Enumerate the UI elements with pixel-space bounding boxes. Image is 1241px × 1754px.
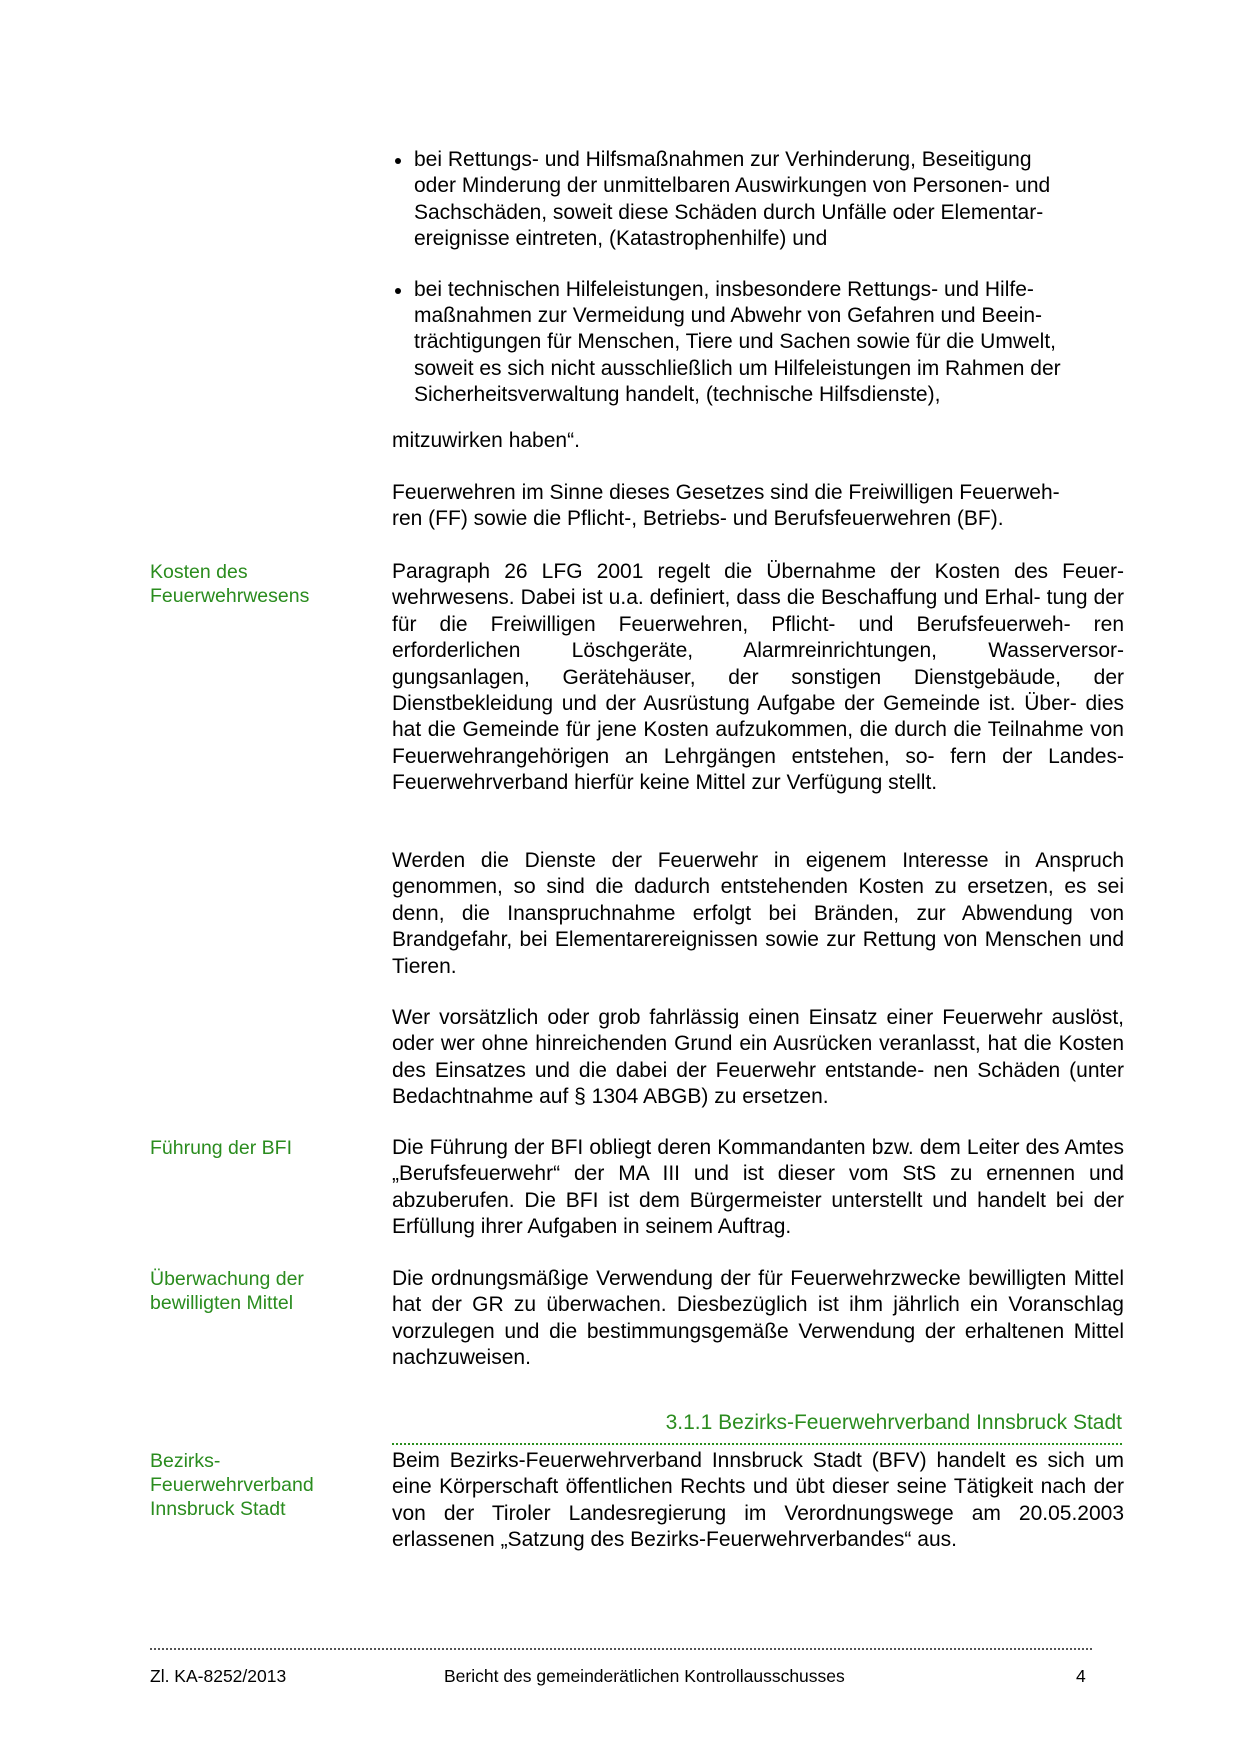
text-line: auslöst, oder wer ohne hinreichenden Grund ein Ausrücken veranlasst,	[392, 1006, 1124, 1056]
text-line: ren erforderlichen Löschgeräte, Alarmreinrichtungen, Wasserversor-	[392, 612, 1124, 663]
text-line: Mittel hat der GR zu überwachen. Diesbezüglich ist ihm jährlich ein	[392, 1267, 1125, 1317]
text-line: um eine Körperschaft öffentlichen Rechts und übt dieser seine Tätigkeit	[392, 1449, 1124, 1499]
text-line: Die Führung der BFI obliegt deren Kommandanten bzw. dem Leiter des	[392, 1136, 1060, 1159]
text-line: ereignisse eintreten, (Katastrophenhilfe) und	[414, 227, 828, 251]
margin-label-line: Überwachung der	[150, 1268, 304, 1290]
text-line: Wer vorsätzlich oder grob fahrlässig einen Einsatz einer Feuerwehr	[392, 1006, 1043, 1029]
text-line: bei Rettungs- und Hilfsmaßnahmen zur Verhinderung, Beseitigung	[414, 148, 1032, 171]
footer-reference: Zl. KA-8252/2013	[150, 1666, 287, 1686]
text-line: ren (FF) sowie die Pflicht-, Betriebs- und Berufsfeuerwehren (BF).	[392, 507, 1004, 531]
text-line: Sachschäden, soweit diese Schäden durch Unfälle oder Elementar-	[414, 200, 1044, 224]
text-line: 20.05.2003 erlassenen „Satzung des Bezirks-Feuerwehrverbandes“	[392, 1501, 1124, 1552]
paragraph-kosten-3	[392, 1005, 1124, 1111]
text-line: Dienstbekleidung und der Ausrüstung Aufgabe der Gemeinde ist. Über-	[392, 692, 1077, 716]
text-line: nach der von der Tiroler Landesregierung im Verordnungswege am	[392, 1475, 1124, 1525]
margin-label-line: Kosten des	[150, 561, 248, 583]
text-line: Sicherheitsverwaltung handelt, (technische Hilfsdienste),	[414, 383, 941, 407]
text-line: Amtes „Berufsfeuerwehr“ der MA III und ist dieser vom StS zu ernennen	[392, 1136, 1124, 1186]
text-line: bei technischen Hilfeleistungen, insbesondere Rettungs- und Hilfe-	[414, 277, 1034, 301]
text-line: erhaltenen Mittel nachzuweisen.	[392, 1319, 1124, 1370]
text-line: Beim Bezirks-Feuerwehrverband Innsbruck Stadt (BFV) handelt es sich	[392, 1449, 1085, 1472]
text-line: von Brandgefahr, bei Elementarereignissen sowie zur Rettung von	[392, 901, 1125, 952]
margin-label-line: Bezirks-	[150, 1450, 221, 1472]
text-line: Werden die Dienste der Feuerwehr in eigenem Interesse in Anspruch	[392, 849, 1124, 872]
margin-label-ueberwachung	[150, 1267, 380, 1315]
text-line: soweit es sich nicht ausschließlich um Hilfeleistungen im Rahmen der	[414, 356, 1061, 380]
margin-label-line: Innsbruck Stadt	[150, 1498, 286, 1521]
margin-label-line: Feuerwehrverband	[150, 1474, 314, 1497]
bullet-list	[392, 147, 1124, 409]
text-line: Teilnahme von Feuerwehrangehörigen an Lehrgängen entstehen, so-	[392, 718, 1124, 768]
text-line: stellt.	[888, 771, 938, 795]
text-line: Menschen und Tieren.	[392, 928, 1125, 978]
text-line: genommen, so sind die dadurch entstehenden Kosten zu ersetzen, es	[392, 875, 1087, 899]
paragraph-kosten-1	[392, 559, 1124, 797]
section-heading	[392, 1409, 1122, 1445]
text-line: Feuerwehren im Sinne dieses Gesetzes sind die Freiwilligen Feuerweh-	[392, 481, 1060, 504]
text-line: sei denn, die Inanspruchnahme erfolgt bei Bränden, zur Abwendung	[392, 875, 1124, 925]
text-line: oder Minderung der unmittelbaren Auswirkungen von Personen- und	[414, 174, 1051, 198]
closing-line	[392, 428, 1124, 454]
margin-label-kosten	[150, 560, 380, 608]
paragraph-ueberwachung	[392, 1266, 1124, 1372]
margin-label-line: bewilligten Mittel	[150, 1292, 294, 1315]
margin-label-fuehrung	[150, 1136, 380, 1160]
section-heading-text: 3.1.1 Bezirks-Feuerwehrverband Innsbruck Stadt	[665, 1411, 1122, 1434]
margin-label-bezirk	[150, 1449, 380, 1522]
paragraph-bezirk	[392, 1448, 1124, 1554]
text-line: maßnahmen zur Vermeidung und Abwehr von Gefahren und Beein-	[414, 304, 1043, 328]
paragraph-kosten-2	[392, 848, 1124, 980]
text-line: nen Schäden (unter Bedachtnahme auf § 1304 ABGB) zu ersetzen.	[392, 1058, 1125, 1109]
text-line: Voranschlag vorzulegen und die bestimmungsgemäße Verwendung der	[392, 1293, 1124, 1343]
margin-label-line: Feuerwehrwesens	[150, 585, 310, 608]
text-line: und abzuberufen. Die BFI ist dem Bürgermeister unterstellt und handelt	[392, 1162, 1124, 1212]
text-line: aus.	[917, 1528, 957, 1552]
definition-paragraph	[392, 480, 1124, 533]
footer-divider	[150, 1648, 1092, 1650]
text-line: gungsanlagen, Gerätehäuser, der sonstigen Dienstgebäude, der	[392, 665, 1124, 689]
footer-page-number: 4	[1076, 1666, 1086, 1686]
bullet-item	[392, 147, 1124, 253]
text-line: tung der für die Freiwilligen Feuerwehren, Pflicht- und Berufsfeuerweh-	[392, 586, 1124, 636]
text-line: wehrwesens. Dabei ist u.a. definiert, dass die Beschaffung und Erhal-	[392, 586, 1041, 610]
bullet-item	[392, 277, 1124, 409]
footer-title: Bericht des gemeinderätlichen Kontrollausschusses	[444, 1666, 845, 1686]
margin-label-line: Führung der BFI	[150, 1137, 292, 1159]
text-line: Die ordnungsmäßige Verwendung der für Feuerwehrzwecke bewilligten	[392, 1267, 1067, 1290]
text-line: trächtigungen für Menschen, Tiere und Sachen sowie für die Umwelt,	[414, 330, 1057, 354]
text-line: hat die Kosten des Einsatzes und die dabei der Feuerwehr entstande-	[392, 1032, 1124, 1082]
text-line: Paragraph 26 LFG 2001 regelt die Übernahme der Kosten des Feuer-	[392, 560, 1124, 583]
text-line: mitzuwirken haben“.	[392, 429, 580, 452]
text-line: bei der Erfüllung ihrer Aufgaben in seinem Auftrag.	[392, 1188, 1125, 1239]
paragraph-fuehrung	[392, 1135, 1124, 1241]
text-line: fern der Landes-Feuerwehrverband hierfür keine Mittel zur Verfügung	[392, 744, 1124, 795]
text-line: dies hat die Gemeinde für jene Kosten aufzukommen, die durch die	[392, 692, 1124, 742]
